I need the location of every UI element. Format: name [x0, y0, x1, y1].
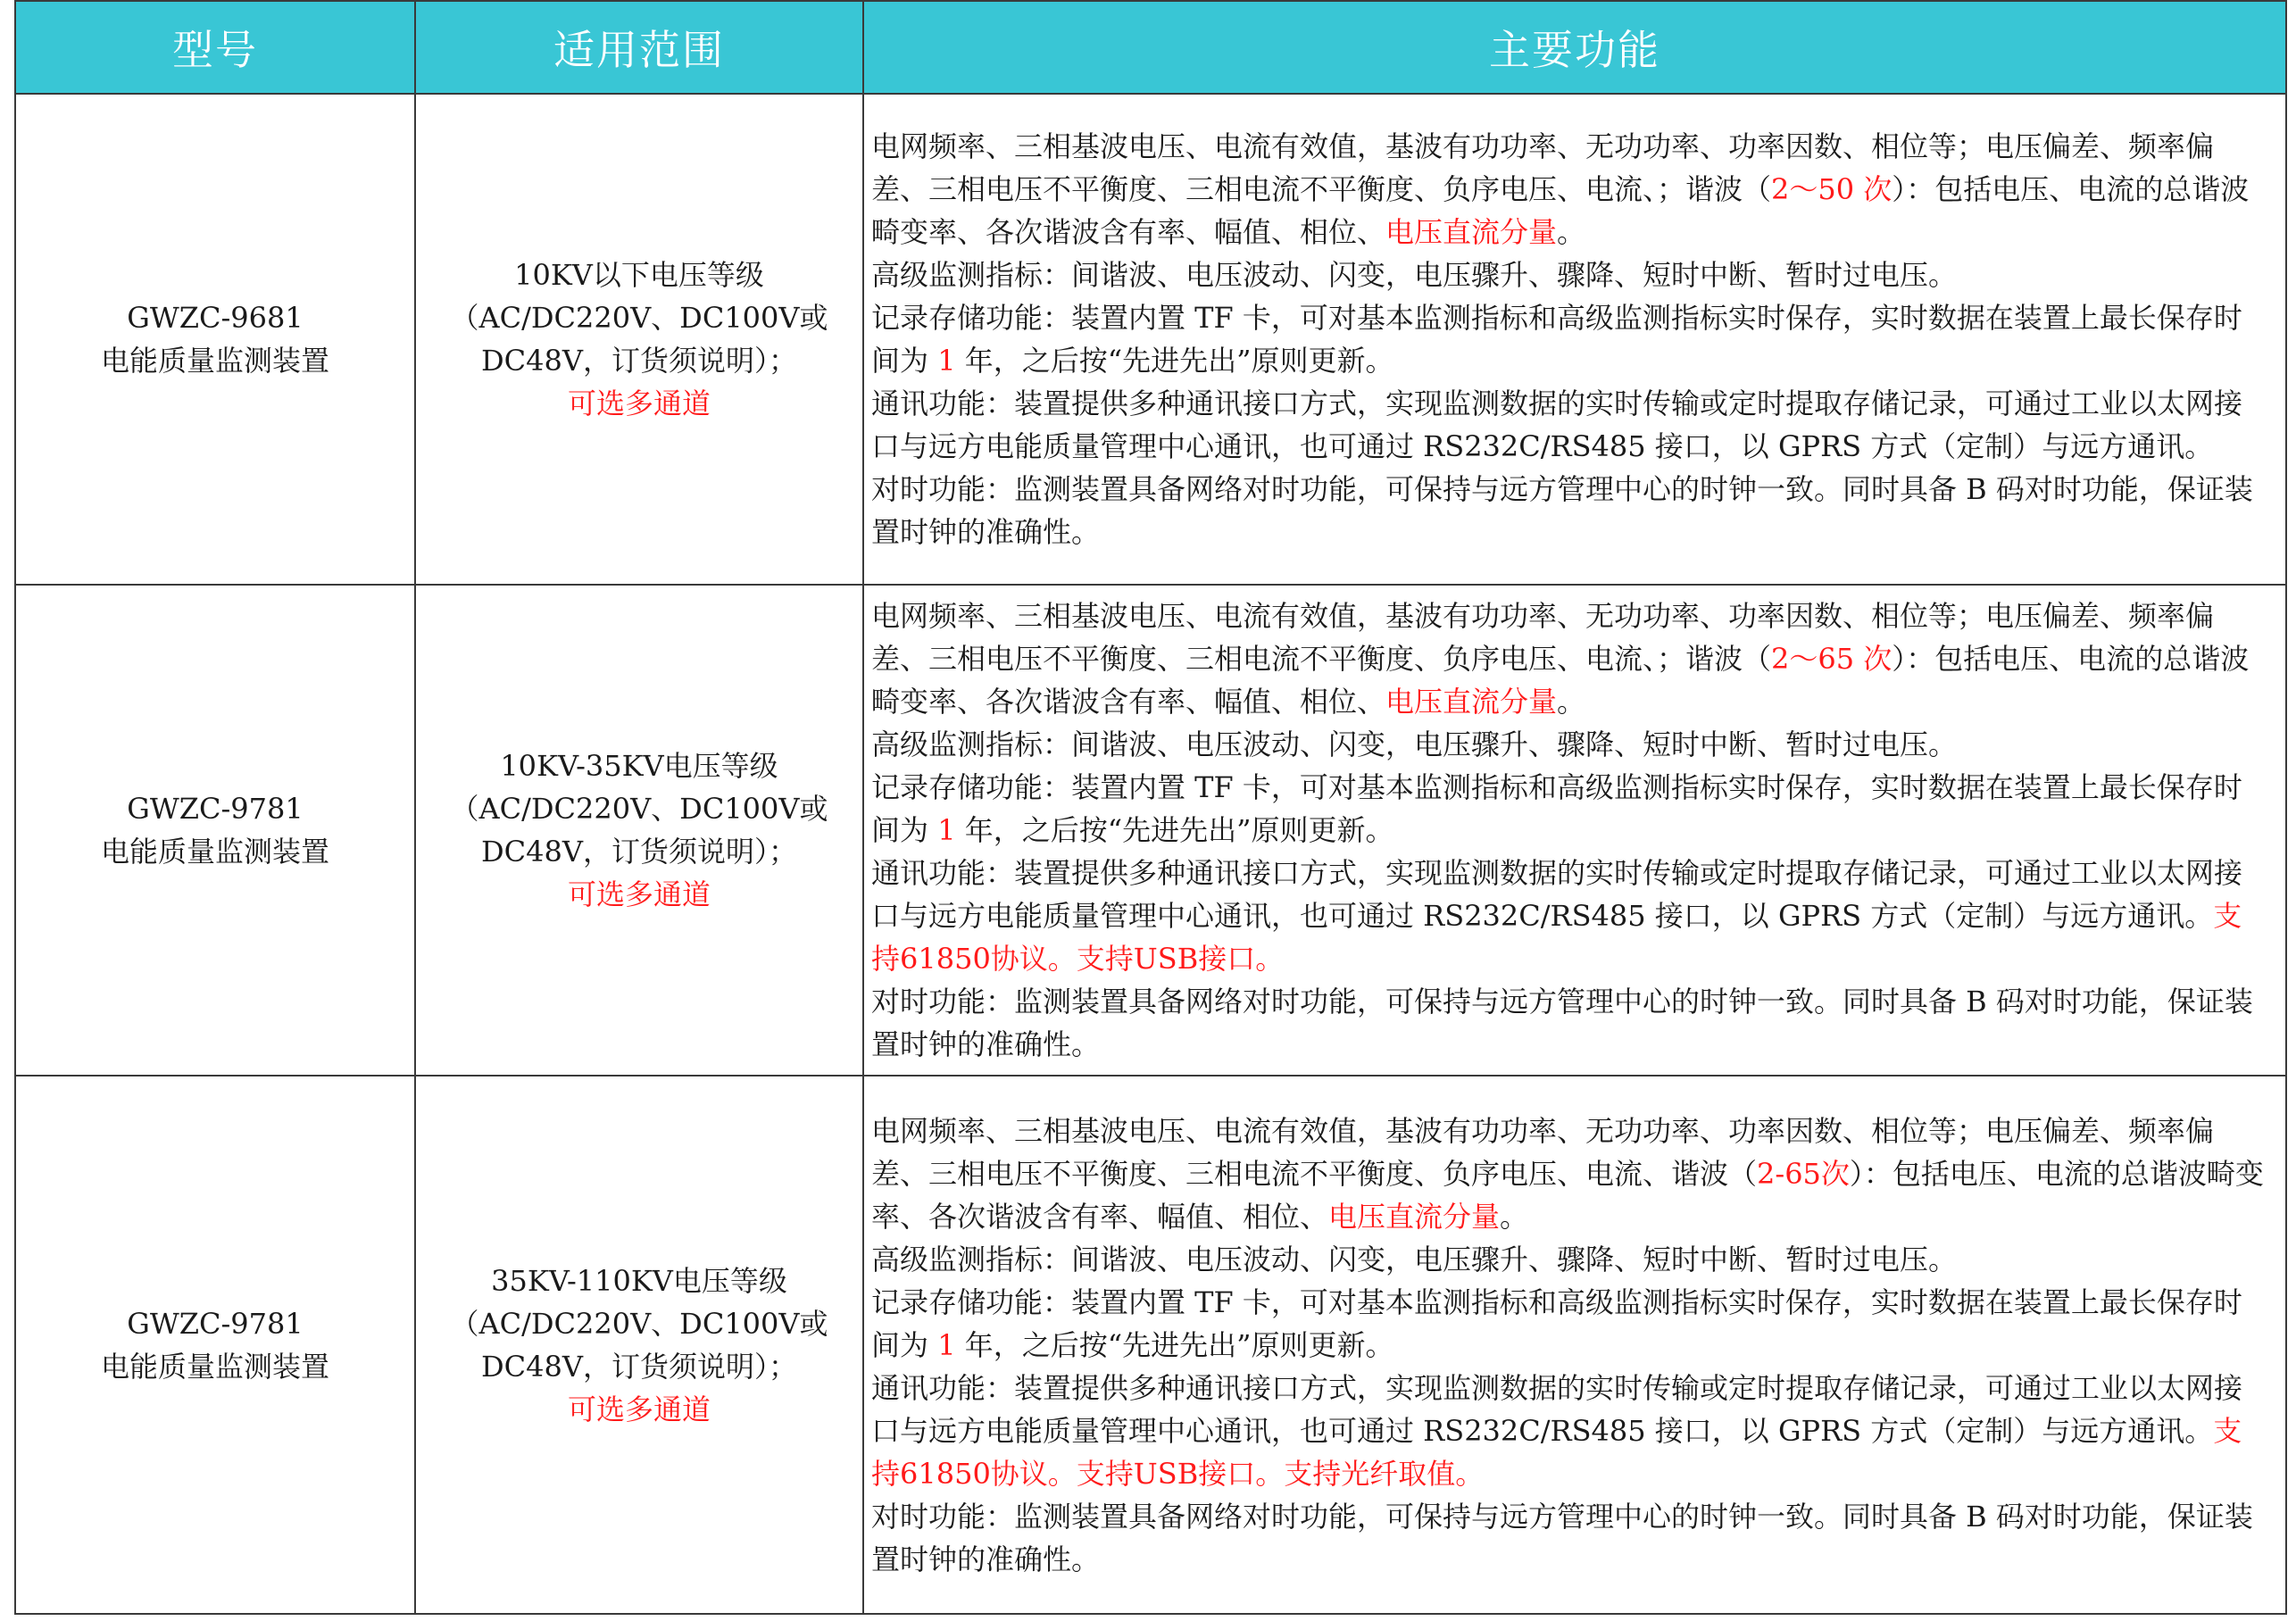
model-code: GWZC-9781 — [127, 792, 304, 826]
range-cell — [415, 1076, 863, 1614]
record-text: 记录存储功能：装置内置 TF 卡，可对基本监测指标和高级监测指标实时保存，实时数据在装置上最长保存时间为 — [871, 301, 2242, 378]
range-cell — [415, 94, 863, 585]
header-row — [15, 1, 2286, 94]
record-storage — [871, 296, 2269, 382]
model-cell — [15, 585, 415, 1076]
record-text: 记录存储功能：装置内置 TF 卡，可对基本监测指标和高级监测指标实时保存，实时数据在装置上最长保存时间为 — [871, 1284, 2242, 1362]
comm-text: 通讯功能：装置提供多种通讯接口方式，实现监测数据的实时传输或定时提取存储记录，可通过工业以太网接口与远方电能质量管理中心通讯，也可通过 RS232C/RS485 接口，以 GPRS 方式（定制）与远方通讯。 — [871, 1370, 2243, 1448]
advanced-metrics: 高级监测指标：间谐波、电压波动、闪变，电压骤升、骤降、短时中断、暂时过电压。 — [871, 258, 1958, 292]
model-code: GWZC-9781 — [127, 1306, 304, 1341]
record-years: 1 — [937, 813, 956, 847]
basic-metrics — [871, 594, 2269, 723]
time-sync: 对时功能：监测装置具备网络对时功能，可保持与远方管理中心的时钟一致。同时具备 B 码对时功能，保证装置时钟的准确性。 — [871, 985, 2253, 1061]
model-name: 电能质量监测装置 — [100, 344, 329, 378]
product-spec-table — [14, 0, 2287, 1615]
record-years: 1 — [937, 344, 956, 378]
communication — [871, 382, 2269, 468]
basic-metrics — [871, 125, 2269, 254]
range-power-1: （AC/DC220V、DC100V或 — [450, 301, 828, 335]
functions-cell — [863, 94, 2286, 585]
range-highlight: 可选多通道 — [567, 1392, 711, 1426]
basic-end: 。 — [1557, 215, 1586, 249]
comm-extra: 支持61850协议。支持USB接口。 — [871, 899, 2242, 976]
communication — [871, 852, 2269, 980]
model-code: GWZC-9681 — [127, 301, 304, 335]
record-text-2: 年，之后按“先进先出”原则更新。 — [955, 344, 1394, 378]
basic-text: 电网频率、三相基波电压、电流有效值，基波有功功率、无功功率、功率因数、相位等；电压偏差、频率偏差、三相电压不平衡度、三相电流不平衡度、负序电压、电流、；谐波（ — [871, 129, 2215, 206]
record-text-2: 年，之后按“先进先出”原则更新。 — [955, 1327, 1394, 1362]
basic-text-2: ）：包括电压、电流的总谐波畸变率、各次谐波含有率、幅值、相位、 — [871, 642, 2250, 719]
range-power-1: （AC/DC220V、DC100V或 — [450, 792, 828, 826]
comm-text: 通讯功能：装置提供多种通讯接口方式，实现监测数据的实时传输或定时提取存储记录，可通过工业以太网接口与远方电能质量管理中心通讯，也可通过 RS232C/RS485 接口，以 GPRS 方式（定制）与远方通讯。 — [871, 856, 2243, 933]
model-name: 电能质量监测装置 — [100, 835, 329, 869]
basic-end: 。 — [1557, 685, 1586, 719]
comm-extra: 支持61850协议。支持USB接口。支持光纤取值。 — [871, 1413, 2242, 1491]
range-power-1: （AC/DC220V、DC100V或 — [450, 1306, 828, 1341]
record-storage — [871, 1281, 2269, 1367]
range-voltage: 35KV-110KV电压等级 — [491, 1263, 787, 1298]
harmonic-range: 2～50 次 — [1771, 172, 1893, 206]
range-power-2: DC48V，订货须说明）； — [481, 1349, 797, 1384]
comm-text: 通讯功能：装置提供多种通讯接口方式，实现监测数据的实时传输或定时提取存储记录，可通过工业以太网接口与远方电能质量管理中心通讯，也可通过 RS232C/RS485 接口，以 GPRS 方式（定制）与远方通讯。 — [871, 387, 2243, 463]
basic-text: 电网频率、三相基波电压、电流有效值，基波有功功率、无功功率、功率因数、相位等；电压偏差、频率偏差、三相电压不平衡度、三相电流不平衡度、负序电压、电流、；谐波（ — [871, 599, 2215, 676]
header-model: 型号 — [15, 1, 415, 94]
dc-component: 电压直流分量 — [1328, 1199, 1501, 1234]
header-functions: 主要功能 — [863, 1, 2286, 94]
basic-text-2: ）：包括电压、电流的总谐波畸变率、各次谐波含有率、幅值、相位、 — [871, 172, 2250, 249]
functions-cell — [863, 585, 2286, 1076]
basic-metrics — [871, 1110, 2269, 1238]
advanced-metrics: 高级监测指标：间谐波、电压波动、闪变，电压骤升、骤降、短时中断、暂时过电压。 — [871, 727, 1958, 761]
range-highlight: 可选多通道 — [567, 387, 711, 420]
harmonic-range: 2-65次 — [1757, 1156, 1850, 1191]
communication — [871, 1367, 2269, 1495]
record-storage — [871, 766, 2269, 852]
range-voltage: 10KV以下电压等级 — [514, 258, 764, 292]
record-text: 记录存储功能：装置内置 TF 卡，可对基本监测指标和高级监测指标实时保存，实时数据在装置上最长保存时间为 — [871, 770, 2242, 847]
header-range: 适用范围 — [415, 1, 863, 94]
harmonic-range: 2～65 次 — [1771, 642, 1893, 676]
range-highlight: 可选多通道 — [567, 877, 711, 911]
range-voltage: 10KV-35KV电压等级 — [500, 749, 778, 783]
table-row — [15, 94, 2286, 585]
basic-text: 电网频率、三相基波电压、电流有效值，基波有功功率、无功功率、功率因数、相位等；电压偏差、频率偏差、三相电压不平衡度、三相电流不平衡度、负序电压、电流、谐波（ — [871, 1113, 2215, 1191]
functions-cell — [863, 1076, 2286, 1614]
dc-component: 电压直流分量 — [1385, 685, 1558, 719]
record-text-2: 年，之后按“先进先出”原则更新。 — [955, 813, 1394, 847]
table-row — [15, 585, 2286, 1076]
model-cell — [15, 94, 415, 585]
time-sync: 对时功能：监测装置具备网络对时功能，可保持与远方管理中心的时钟一致。同时具备 B 码对时功能，保证装置时钟的准确性。 — [871, 1499, 2253, 1576]
record-years: 1 — [937, 1327, 956, 1362]
model-cell — [15, 1076, 415, 1614]
range-cell — [415, 585, 863, 1076]
dc-component: 电压直流分量 — [1385, 215, 1558, 249]
range-power-2: DC48V，订货须说明）； — [481, 344, 797, 378]
basic-text-2: ）：包括电压、电流的总谐波畸变率、各次谐波含有率、幅值、相位、 — [871, 1156, 2264, 1234]
model-name: 电能质量监测装置 — [100, 1349, 329, 1384]
advanced-metrics: 高级监测指标：间谐波、电压波动、闪变，电压骤升、骤降、短时中断、暂时过电压。 — [871, 1242, 1958, 1276]
table-row — [15, 1076, 2286, 1614]
basic-end: 。 — [1500, 1199, 1529, 1234]
range-power-2: DC48V，订货须说明）； — [481, 835, 797, 869]
time-sync: 对时功能：监测装置具备网络对时功能，可保持与远方管理中心的时钟一致。同时具备 B 码对时功能，保证装置时钟的准确性。 — [871, 472, 2253, 549]
